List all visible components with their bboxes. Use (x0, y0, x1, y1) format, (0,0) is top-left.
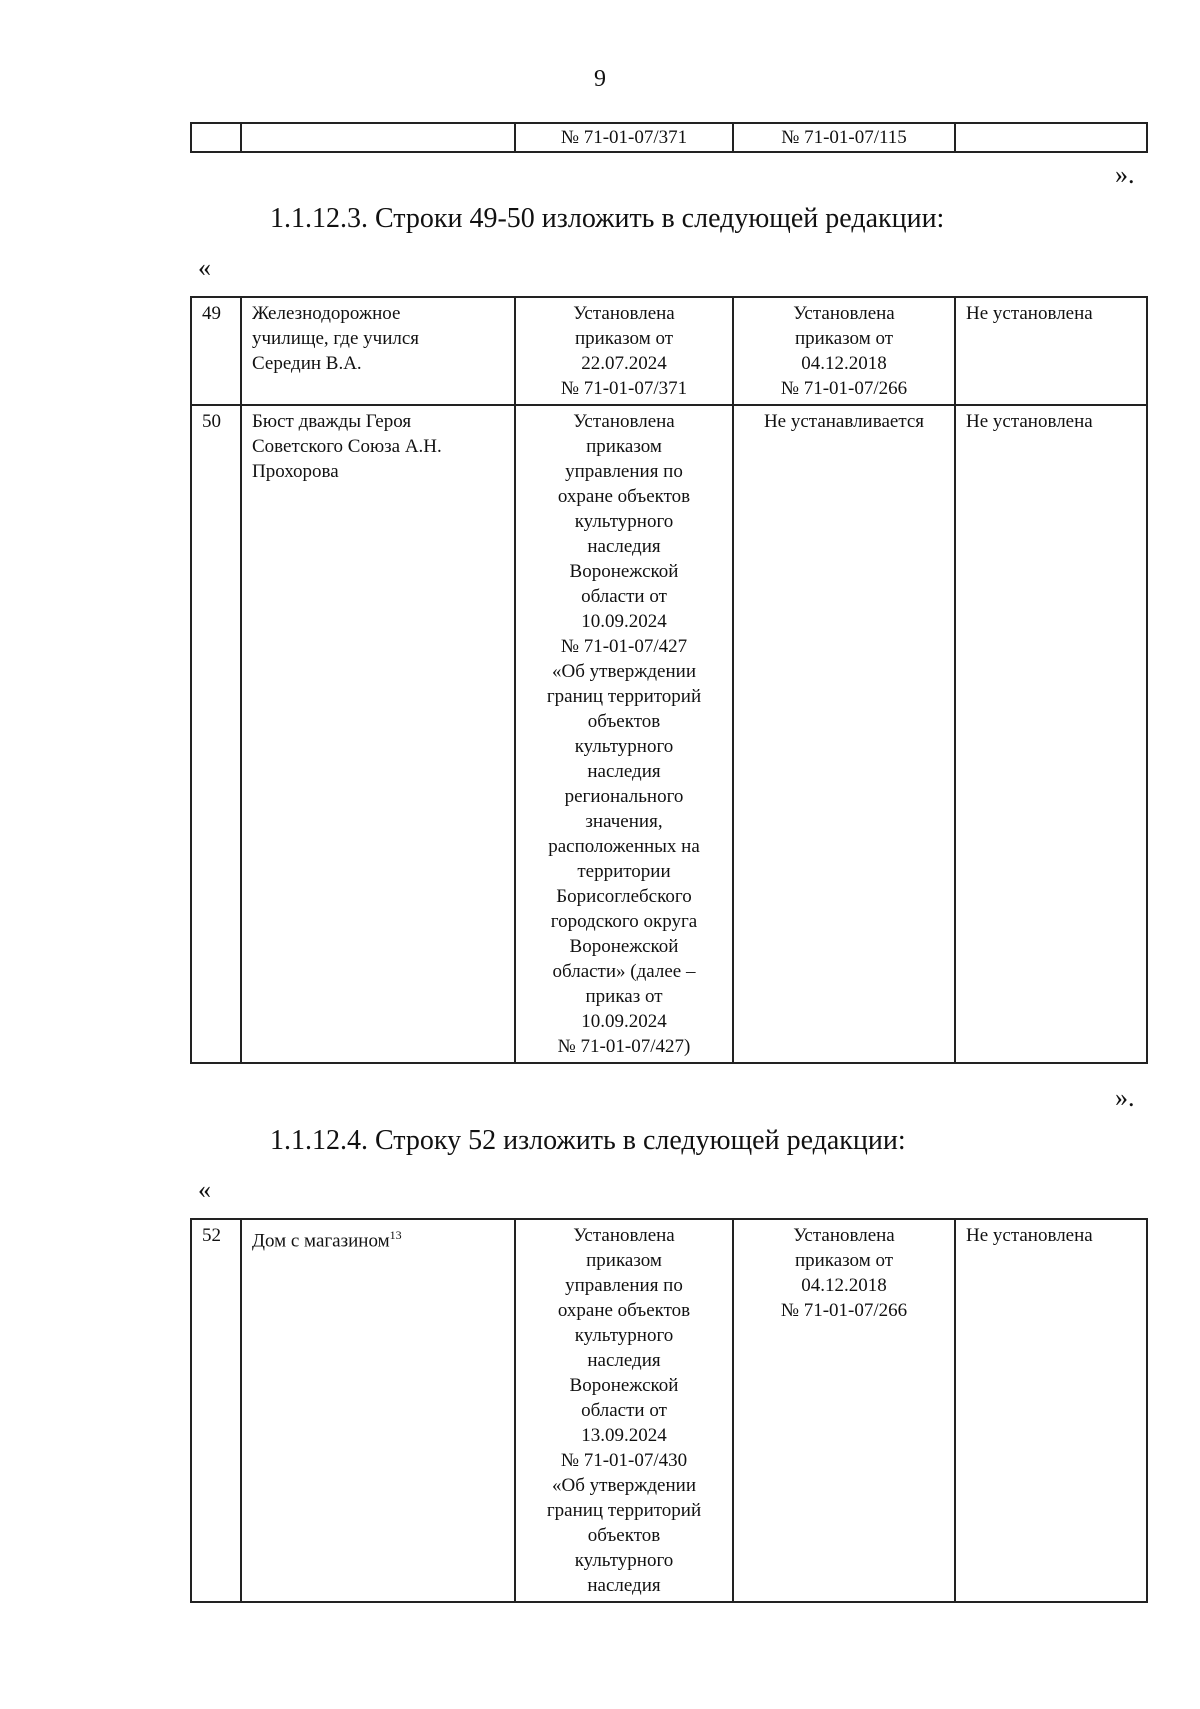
footnote-marker: 13 (389, 1228, 402, 1242)
object-name-text: Дом с магазином (252, 1230, 390, 1252)
row-number: 49 (191, 297, 241, 405)
table-cell: Установлена приказом от 04.12.2018 № 71-01-07/266 (733, 297, 955, 405)
table-cell: Не установлена (955, 1219, 1147, 1602)
table-row (191, 1219, 1147, 1602)
object-name: Бюст дважды Героя Советского Союза А.Н. Прохорова (241, 405, 515, 1063)
table-cell: Не установлена (955, 297, 1147, 405)
objects-table-rows-49-50 (190, 296, 1148, 1064)
page-number: 9 (594, 66, 606, 92)
row-number: 52 (191, 1219, 241, 1602)
object-name (241, 1219, 515, 1602)
table-cell: Установлена приказом от 22.07.2024 № 71-01-07/371 (515, 297, 733, 405)
table-cell (191, 123, 241, 152)
table-cell: № 71-01-07/371 (515, 123, 733, 152)
table-cell: Не устанавливается (733, 405, 955, 1063)
table-row (191, 123, 1147, 152)
row-number: 50 (191, 405, 241, 1063)
closing-quote: ». (1115, 1083, 1135, 1112)
section-heading: 1.1.12.3. Строки 49-50 изложить в следующей редакции: (270, 203, 945, 234)
opening-quote: « (198, 253, 211, 282)
opening-quote: « (198, 1175, 211, 1204)
table-row (191, 405, 1147, 1063)
table-cell: Установлена приказом управления по охране объектов культурного наследия Воронежской области от 13.09.2024 № 71-01-07/430 «Об утверждении границ территорий объектов культурного наследия (515, 1219, 733, 1602)
top-table-fragment (190, 122, 1148, 153)
objects-table-row-52 (190, 1218, 1148, 1603)
table-cell: Установлена приказом от 04.12.2018 № 71-01-07/266 (733, 1219, 955, 1602)
table-cell (955, 123, 1147, 152)
object-name: Железнодорожное училище, где учился Середин В.А. (241, 297, 515, 405)
table-cell: Установлена приказом управления по охране объектов культурного наследия Воронежской области от 10.09.2024 № 71-01-07/427 «Об утверждении границ территорий объектов культурного наследия регионального значения, расположенных на территории Борисоглебского городского округа Воронежской области» (далее – приказ от 10.09.2024 № 71-01-07/427) (515, 405, 733, 1063)
table-cell (241, 123, 515, 152)
table-cell: № 71-01-07/115 (733, 123, 955, 152)
section-heading: 1.1.12.4. Строку 52 изложить в следующей редакции: (270, 1125, 906, 1156)
table-cell: Не установлена (955, 405, 1147, 1063)
table-row (191, 297, 1147, 405)
closing-quote: ». (1115, 160, 1135, 189)
